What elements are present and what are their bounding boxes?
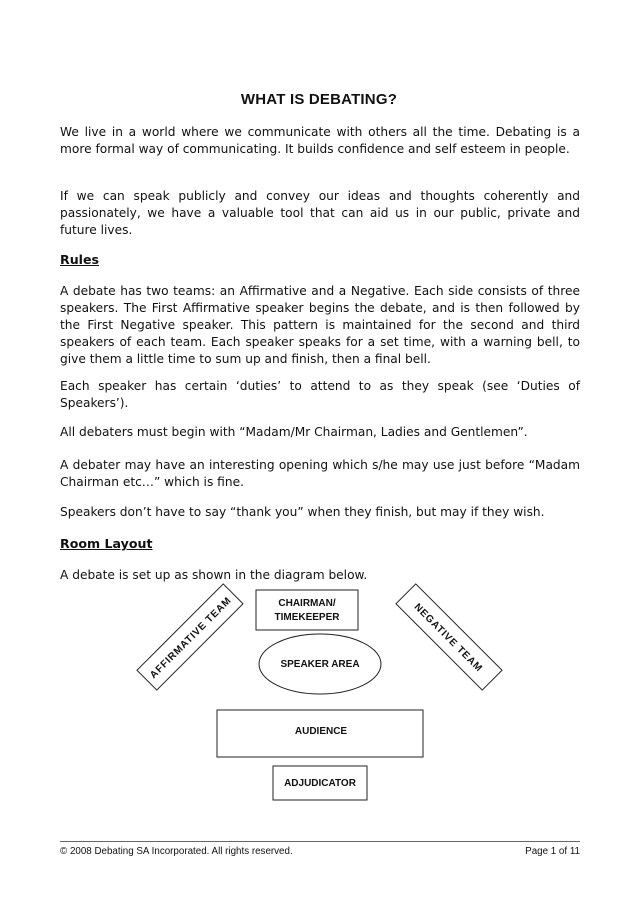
rules-heading: Rules xyxy=(60,252,100,267)
room-layout-diagram xyxy=(0,580,638,810)
intro-paragraph-1: We live in a world where we communicate with others all the time. Debating is a more formal way of communicating. It builds confidence and self esteem in people. xyxy=(60,125,580,156)
rules-paragraph-2: Each speaker has certain ‘duties’ to attend to as they speak (see ‘Duties of Speakers’). xyxy=(60,379,580,410)
chairman-label-line1: CHAIRMAN/ xyxy=(278,598,336,609)
chairman-box xyxy=(256,590,358,630)
footer-copyright: © 2008 Debating SA Incorporated. All rights reserved. xyxy=(60,846,293,857)
rules-paragraph-5: Speakers don’t have to say “thank you” when they finish, but may if they wish. xyxy=(60,505,545,519)
footer-page-number: Page 1 of 11 xyxy=(525,846,580,857)
rules-paragraph-3: All debaters must begin with “Madam/Mr Chairman, Ladies and Gentlemen”. xyxy=(60,425,528,439)
affirmative-team-box xyxy=(137,584,243,690)
rules-paragraph-4: A debater may have an interesting opening which s/he may use just before “Madam Chairman etc…” which is fine. xyxy=(60,458,580,489)
negative-team-label: NEGATIVE TEAM xyxy=(411,601,485,675)
footer-divider xyxy=(60,841,580,842)
intro-paragraph-2: If we can speak publicly and convey our ideas and thoughts coherently and passionately, we have a valuable tool that can aid us in our public, private and future lives. xyxy=(60,189,580,237)
page-title: WHAT IS DEBATING? xyxy=(240,91,398,108)
speaker-area-label: SPEAKER AREA xyxy=(280,659,360,670)
rules-paragraph-1: A debate has two teams: an Affirmative and a Negative. Each side consists of three speakers. The First Affirmative speaker begins the debate, and is then followed by the First Negative speaker. This pattern is maintained for the second and third speakers of each team. Each speaker speaks for a set time, with a warning bell, to give them a little time to sum up and finish, then a final bell. xyxy=(60,284,580,366)
chairman-label-line2: TIMEKEEPER xyxy=(274,612,340,623)
audience-box xyxy=(217,710,423,757)
adjudicator-label: ADJUDICATOR xyxy=(284,778,356,789)
room-layout-heading: Room Layout xyxy=(60,536,153,551)
adjudicator-box xyxy=(273,766,367,800)
room-layout-paragraph: A debate is set up as shown in the diagram below. xyxy=(60,568,368,582)
affirmative-team-label: AFFIRMATIVE TEAM xyxy=(148,595,234,681)
audience-label: AUDIENCE xyxy=(294,726,348,737)
negative-team-box xyxy=(396,584,502,690)
speaker-area xyxy=(259,634,381,694)
